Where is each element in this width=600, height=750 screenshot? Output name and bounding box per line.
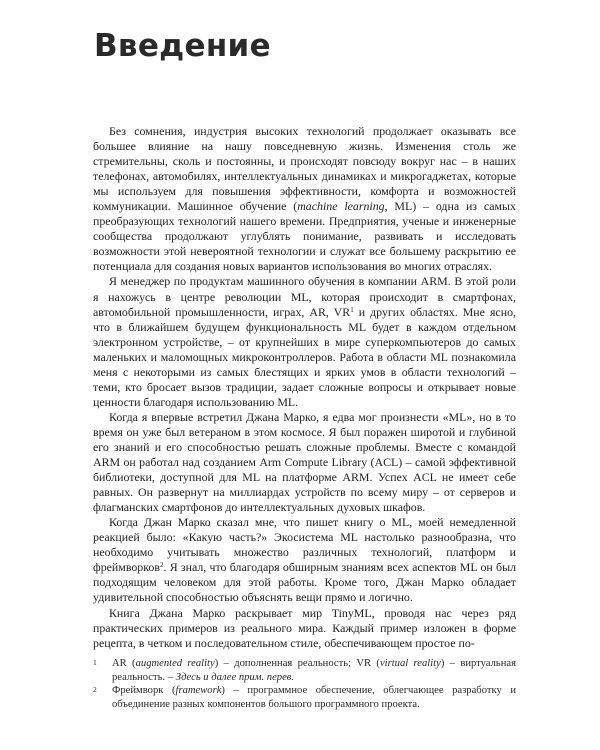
footnote-italic: augmented reality — [135, 658, 215, 669]
paragraph-text: Книга Джана Марко раскрывает мир TinyML, проводя нас через ряд практических примеров из реального мира. Каждый пример изложен в форме рецепта, в четком и последовательном стиле, обеспечивающем простое по- — [93, 605, 516, 650]
footnote-text: ) – дополненная реальность; VR ( — [214, 658, 380, 669]
footnote-text: Фреймворк ( — [112, 685, 176, 697]
chapter-title: Введение — [94, 28, 271, 64]
body-text — [93, 124, 516, 651]
footnote-text: ) – виртуальная реальность. – — [112, 658, 516, 683]
paragraph-text-after: . Я знал, что благодаря обширным знаниям всех аспектов ML он был подходящим человеком для этой работы. Кроме того, Джан Марко обладает удивительной способностью объяснять вещи прямо и логично. — [93, 560, 516, 605]
footnote-number: 1 — [93, 658, 97, 667]
paragraph — [93, 124, 516, 274]
footnotes — [93, 657, 516, 711]
footnote-italic: Здесь и далее прим. перев. — [175, 671, 295, 683]
footnote — [93, 684, 516, 711]
footnote-number: 2 — [93, 685, 97, 695]
paragraph-text: Без сомнения, индустрия высоких технологий продолжает оказывать все большее влияние на нашу повседневную жизнь. Изменения столь же стремительны, сколь и постоянны, и происходят повсюду вокруг нас – в наших телефонах, автомобилях, интеллектуальных динамиках и микрогаджетах, которые мы используем для повышения эффективности, комфорта и возможностей коммуникации. Машинное обучение ( — [93, 124, 516, 214]
paragraph — [93, 410, 516, 515]
paragraph-text: Я менеджер по продуктам машинного обучения в компании ARM. В этой роли я нахожусь в центре революции ML, которая происходит в смартфонах, автомобильной промышленности, играх, AR, VR — [93, 274, 516, 319]
footnote-text: ) – программное обеспечение, облегчающее разработку и объединение разных компонентов большого программного проекта. — [112, 685, 516, 710]
footnote-text: AR ( — [112, 658, 136, 669]
footnote-ref[interactable]: 2 — [159, 561, 164, 570]
paragraph — [93, 515, 516, 605]
footnote-ref[interactable]: 1 — [350, 305, 354, 314]
footnote-italic: virtual reality — [379, 658, 441, 669]
paragraph-text-after: , ML) – одна из самых преобразующих технологий нашего времени. Предприятия, ученые и инженерные сообщества продолжают углублять понимание, развивать и исследовать возможности этой невероятной технологии и служат все большему раскрытию ее потенциала для создания новых вариантов использования во многих отраслях. — [93, 199, 516, 274]
paragraph-text: Когда Джан Марко сказал мне, что пишет книгу о ML, моей немедленной реакцией было: «Какую часть?» Экосистема ML настолько разнообразна, что необходимо учитывать множество различных технологий, платформ и фреймворков — [93, 515, 516, 575]
paragraph — [93, 274, 516, 409]
paragraph-text-after: и других областях. Мне ясно, что в ближайшем будущем функциональность ML будет в каждом отдельном электронном устройстве, – от крупнейших в мире суперкомпьютеров до самых маленьких и маломощных микроконтроллеров. Работа в области ML познакомила меня с некоторыми из самых блестящих и ярких умов в области технологий – теми, кто бросает вызов традиции, задает сложные вопросы и открывает новые ценности благодаря использованию ML. — [93, 304, 516, 409]
footnote — [93, 657, 516, 684]
footnote-italic: framework — [175, 685, 222, 697]
paragraph-italic: machine learning — [297, 199, 385, 214]
paragraph-text: Когда я впервые встретил Джана Марко, я едва мог произнести «ML», но в то время он уже был ветераном в этом космосе. Я был поражен широтой и глубиной его знаний и его способностью решать сложные проблемы. Вместе с командой ARM он работал над созданием Arm Compute Library (ACL) – самой эффективной библиотеки, доступной для ML на платформе ARM. Успех ACL не имеет себе равных. Он развернут на миллиардах устройств по всему миру – от серверов и флагманских смартфонов до интеллектуальных духовых шкафов. — [93, 409, 516, 515]
paragraph — [93, 606, 516, 651]
